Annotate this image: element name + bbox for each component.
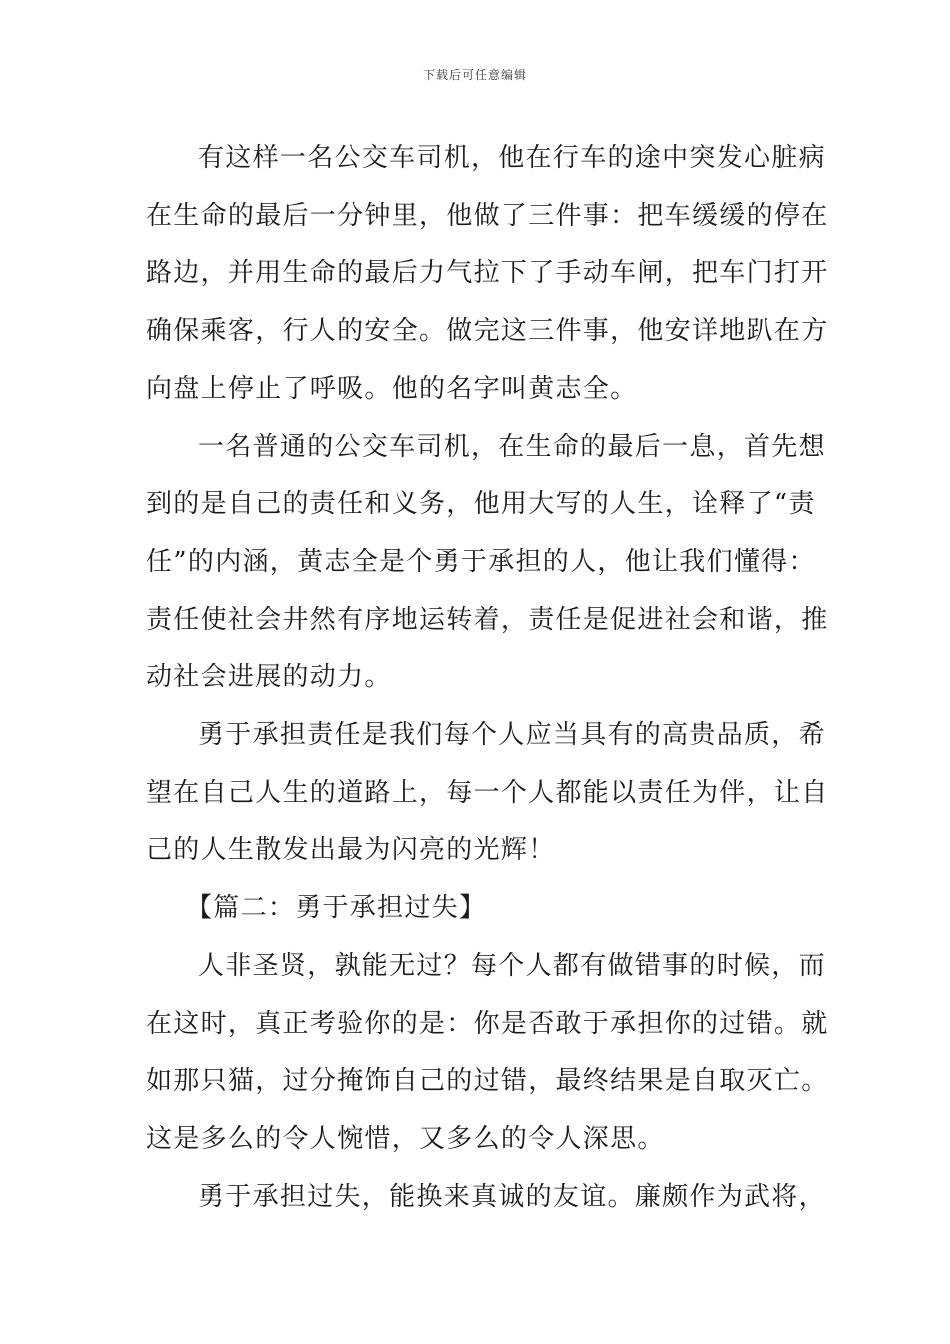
text-line: 在生命的最后一分钟里，他做了三件事：把车缓缓的停在 (146, 200, 829, 231)
text-line: 向盘上停止了呼吸。他的名字叫黄志全。 (146, 373, 638, 404)
text-line: 这是多么的令人惋惜，又多么的令人深思。 (146, 1123, 665, 1154)
text-line: 一名普通的公交车司机，在生命的最后一息，首先想 (198, 431, 826, 462)
text-line: 任”的内涵，黄志全是个勇于承担的人，他让我们懂得： (146, 546, 816, 577)
paragraph (146, 419, 829, 708)
text-line: 勇于承担过失，能换来真诚的友谊。廉颇作为武将， (198, 1181, 826, 1212)
page-header: 下载后可任意编辑 (422, 68, 527, 82)
paragraph (146, 938, 829, 1169)
text-line: 己的人生散发出最为闪亮的光辉！ (146, 835, 556, 866)
text-line: 勇于承担责任是我们每个人应当具有的高贵品质，希 (198, 720, 826, 751)
text-line: 有这样一名公交车司机，他在行车的途中突发心脏病 (198, 143, 826, 173)
text-line: 路边，并用生命的最后力气拉下了手动车闸，把车门打开 (146, 258, 829, 289)
paragraph (146, 130, 829, 419)
section-heading: 【篇二：勇于承担过失】 (186, 893, 487, 924)
text-line: 人非圣贤，孰能无过？每个人都有做错事的时候，而 (198, 950, 826, 981)
text-line: 责任使社会井然有序地运转着，责任是促进社会和谐，推 (146, 604, 829, 635)
text-line: 望在自己人生的道路上，每一个人都能以责任为伴，让自 (146, 777, 829, 808)
text-line: 在这时，真正考验你的是：你是否敢于承担你的过错。就 (146, 1008, 829, 1039)
text-line: 如那只猫，过分掩饰自己的过错，最终结果是自取灭亡。 (146, 1066, 829, 1097)
text-line: 动社会进展的动力。 (146, 662, 392, 693)
paragraph (146, 1169, 826, 1227)
paragraph (146, 707, 829, 880)
text-line: 确保乘客，行人的安全。做完这三件事，他安详地趴在方 (146, 316, 829, 347)
document-body (146, 130, 829, 1226)
text-line: 到的是自己的责任和义务，他用大写的人生，诠释了“责 (146, 489, 816, 520)
